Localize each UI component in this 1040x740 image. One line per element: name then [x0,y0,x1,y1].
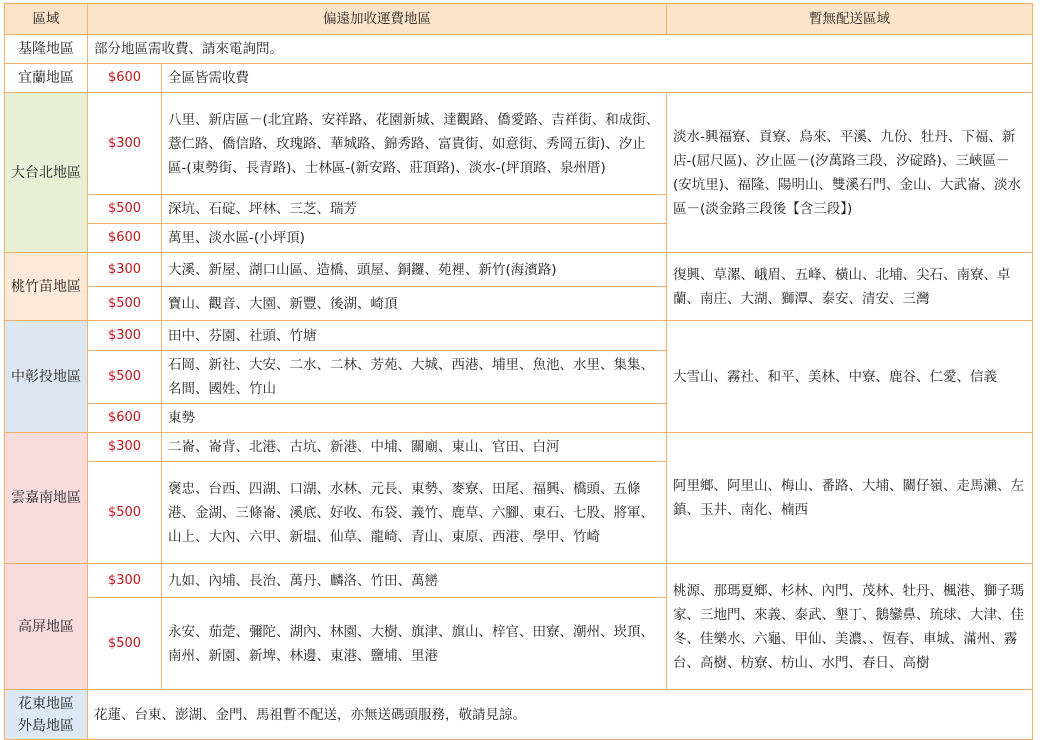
areas-taipei-300: 八里、新店區－(北宜路、安祥路、花園新城、達觀路、僑愛路、吉祥街、和成街、薏仁路、僑信路、玫瑰路、華城路、錦秀路、富貴街、如意街、秀岡五街)、汐止區-(東勢街、長青路)、士林區-(新安路、莊頂路)、淡水-(坪頂路、泉州厝) [162,93,667,195]
fee-pingtung-500: $500 [88,598,162,690]
no-delivery-taipei: 淡水-興福寮、貢寮、烏來、平溪、九份、牡丹、下福、新店-(屈尺區)、汐止區－(汐萬路三段、汐碇路)、三峽區－(安坑里)、福隆、陽明山、雙溪石門、金山、大武崙、淡水區－(淡金路三段後【含三段】) [667,93,1033,253]
region-keelung: 基隆地區 [5,35,88,64]
fee-taichung-500: $500 [88,351,162,404]
table-row-taoyuan-300 [5,253,1033,287]
fee-taipei-500: $500 [88,195,162,224]
areas-taoyuan-500: 寶山、觀音、大園、新豐、後湖、崎頂 [162,287,667,321]
table-row-keelung [5,35,1033,64]
region-pingtung: 高屏地區 [5,564,88,690]
region-taoyuan: 桃竹苗地區 [5,253,88,321]
region-islands [5,690,88,740]
areas-taipei-600: 萬里、淡水區-(小坪頂) [162,224,667,253]
fee-taipei-300: $300 [88,93,162,195]
header-extra-fee-areas: 偏遠加收運費地區 [88,4,667,35]
areas-yunlin-300: 二崙、崙背、北港、古坑、新港、中埔、關廟、東山、官田、白河 [162,433,667,462]
region-yilan: 宜蘭地區 [5,64,88,93]
areas-yilan: 全區皆需收費 [162,64,1033,93]
fee-taichung-600: $600 [88,404,162,433]
areas-taoyuan-300: 大溪、新屋、湖口山區、造橋、頭屋、銅鑼、苑裡、新竹(海濱路) [162,253,667,287]
header-region: 區域 [5,4,88,35]
table-row-pingtung-300 [5,564,1033,598]
areas-pingtung-500: 永安、茄萣、彌陀、湖內、林園、大樹、旗津、旗山、梓官、田寮、潮州、崁頂、南州、新園、新埤、林邊、東港、鹽埔、里港 [162,598,667,690]
table-row-taipei-300 [5,93,1033,195]
no-delivery-taichung: 大雪山、霧社、和平、美林、中寮、鹿谷、仁愛、信義 [667,321,1033,433]
keelung-note: 部分地區需收費、請來電詢問。 [88,35,1033,64]
areas-taichung-500: 石岡、新社、大安、二水、二林、芳苑、大城、西港、埔里、魚池、水里、集集、名間、國姓、竹山 [162,351,667,404]
region-taipei: 大台北地區 [5,93,88,253]
table-row-yunlin-300 [5,433,1033,462]
table-row-yilan [5,64,1033,93]
no-delivery-taoyuan: 復興、草漯、峨眉、五峰、橫山、北埔、尖石、南寮、卓蘭、南庄、大湖、獅潭、泰安、清安、三灣 [667,253,1033,321]
fee-pingtung-300: $300 [88,564,162,598]
region-taichung: 中彰投地區 [5,321,88,433]
areas-taichung-300: 田中、芬園、社頭、竹塘 [162,321,667,351]
table-row-taichung-300 [5,321,1033,351]
fee-taoyuan-300: $300 [88,253,162,287]
shipping-fee-document [4,3,1033,740]
areas-yunlin-500: 褒忠、台西、四湖、口湖、水林、元長、東勢、麥寮、田尾、福興、橋頭、五條港、金湖、三條崙、溪底、好收、布袋、義竹、鹿草、六腳、東石、七股、將軍、山上、大內、六甲、新塭、仙草、龍崎、青山、東原、西港、學甲、竹崎 [162,462,667,564]
areas-pingtung-300: 九如、內埔、長治、萬丹、麟洛、竹田、萬巒 [162,564,667,598]
no-delivery-pingtung: 桃源、那瑪夏鄉、杉林、內門、茂林、牡丹、楓港、獅子瑪家、三地門、來義、泰武、墾丁、鵝鑾鼻、琉球、大津、佳冬、佳樂水、六龜、甲仙、美濃、、恆春、車城、滿州、霧台、高樹、枋寮、枋山、水門、春日、高樹 [667,564,1033,690]
areas-taipei-500: 深坑、石碇、坪林、三芝、瑞芳 [162,195,667,224]
fee-yunlin-300: $300 [88,433,162,462]
region-yunlin: 雲嘉南地區 [5,433,88,564]
fee-yilan: $600 [88,64,162,93]
areas-taichung-600: 東勢 [162,404,667,433]
no-delivery-yunlin: 阿里鄉、阿里山、梅山、番路、大埔、關仔嶺、走馬瀨、左鎮、玉井、南化、楠西 [667,433,1033,564]
table-header-row [5,4,1033,35]
fee-taichung-300: $300 [88,321,162,351]
fee-taipei-600: $600 [88,224,162,253]
islands-note: 花蓮、台東、澎湖、金門、馬祖暫不配送，亦無送碼頭服務，敬請見諒。 [88,690,1033,740]
fee-yunlin-500: $500 [88,462,162,564]
region-islands-line2: 外島地區 [18,717,74,734]
table-row-islands [5,690,1033,740]
header-no-delivery-areas: 暫無配送區域 [667,4,1033,35]
fee-taoyuan-500: $500 [88,287,162,321]
region-islands-line1: 花東地區 [18,695,74,712]
remote-shipping-fee-table [4,3,1033,740]
